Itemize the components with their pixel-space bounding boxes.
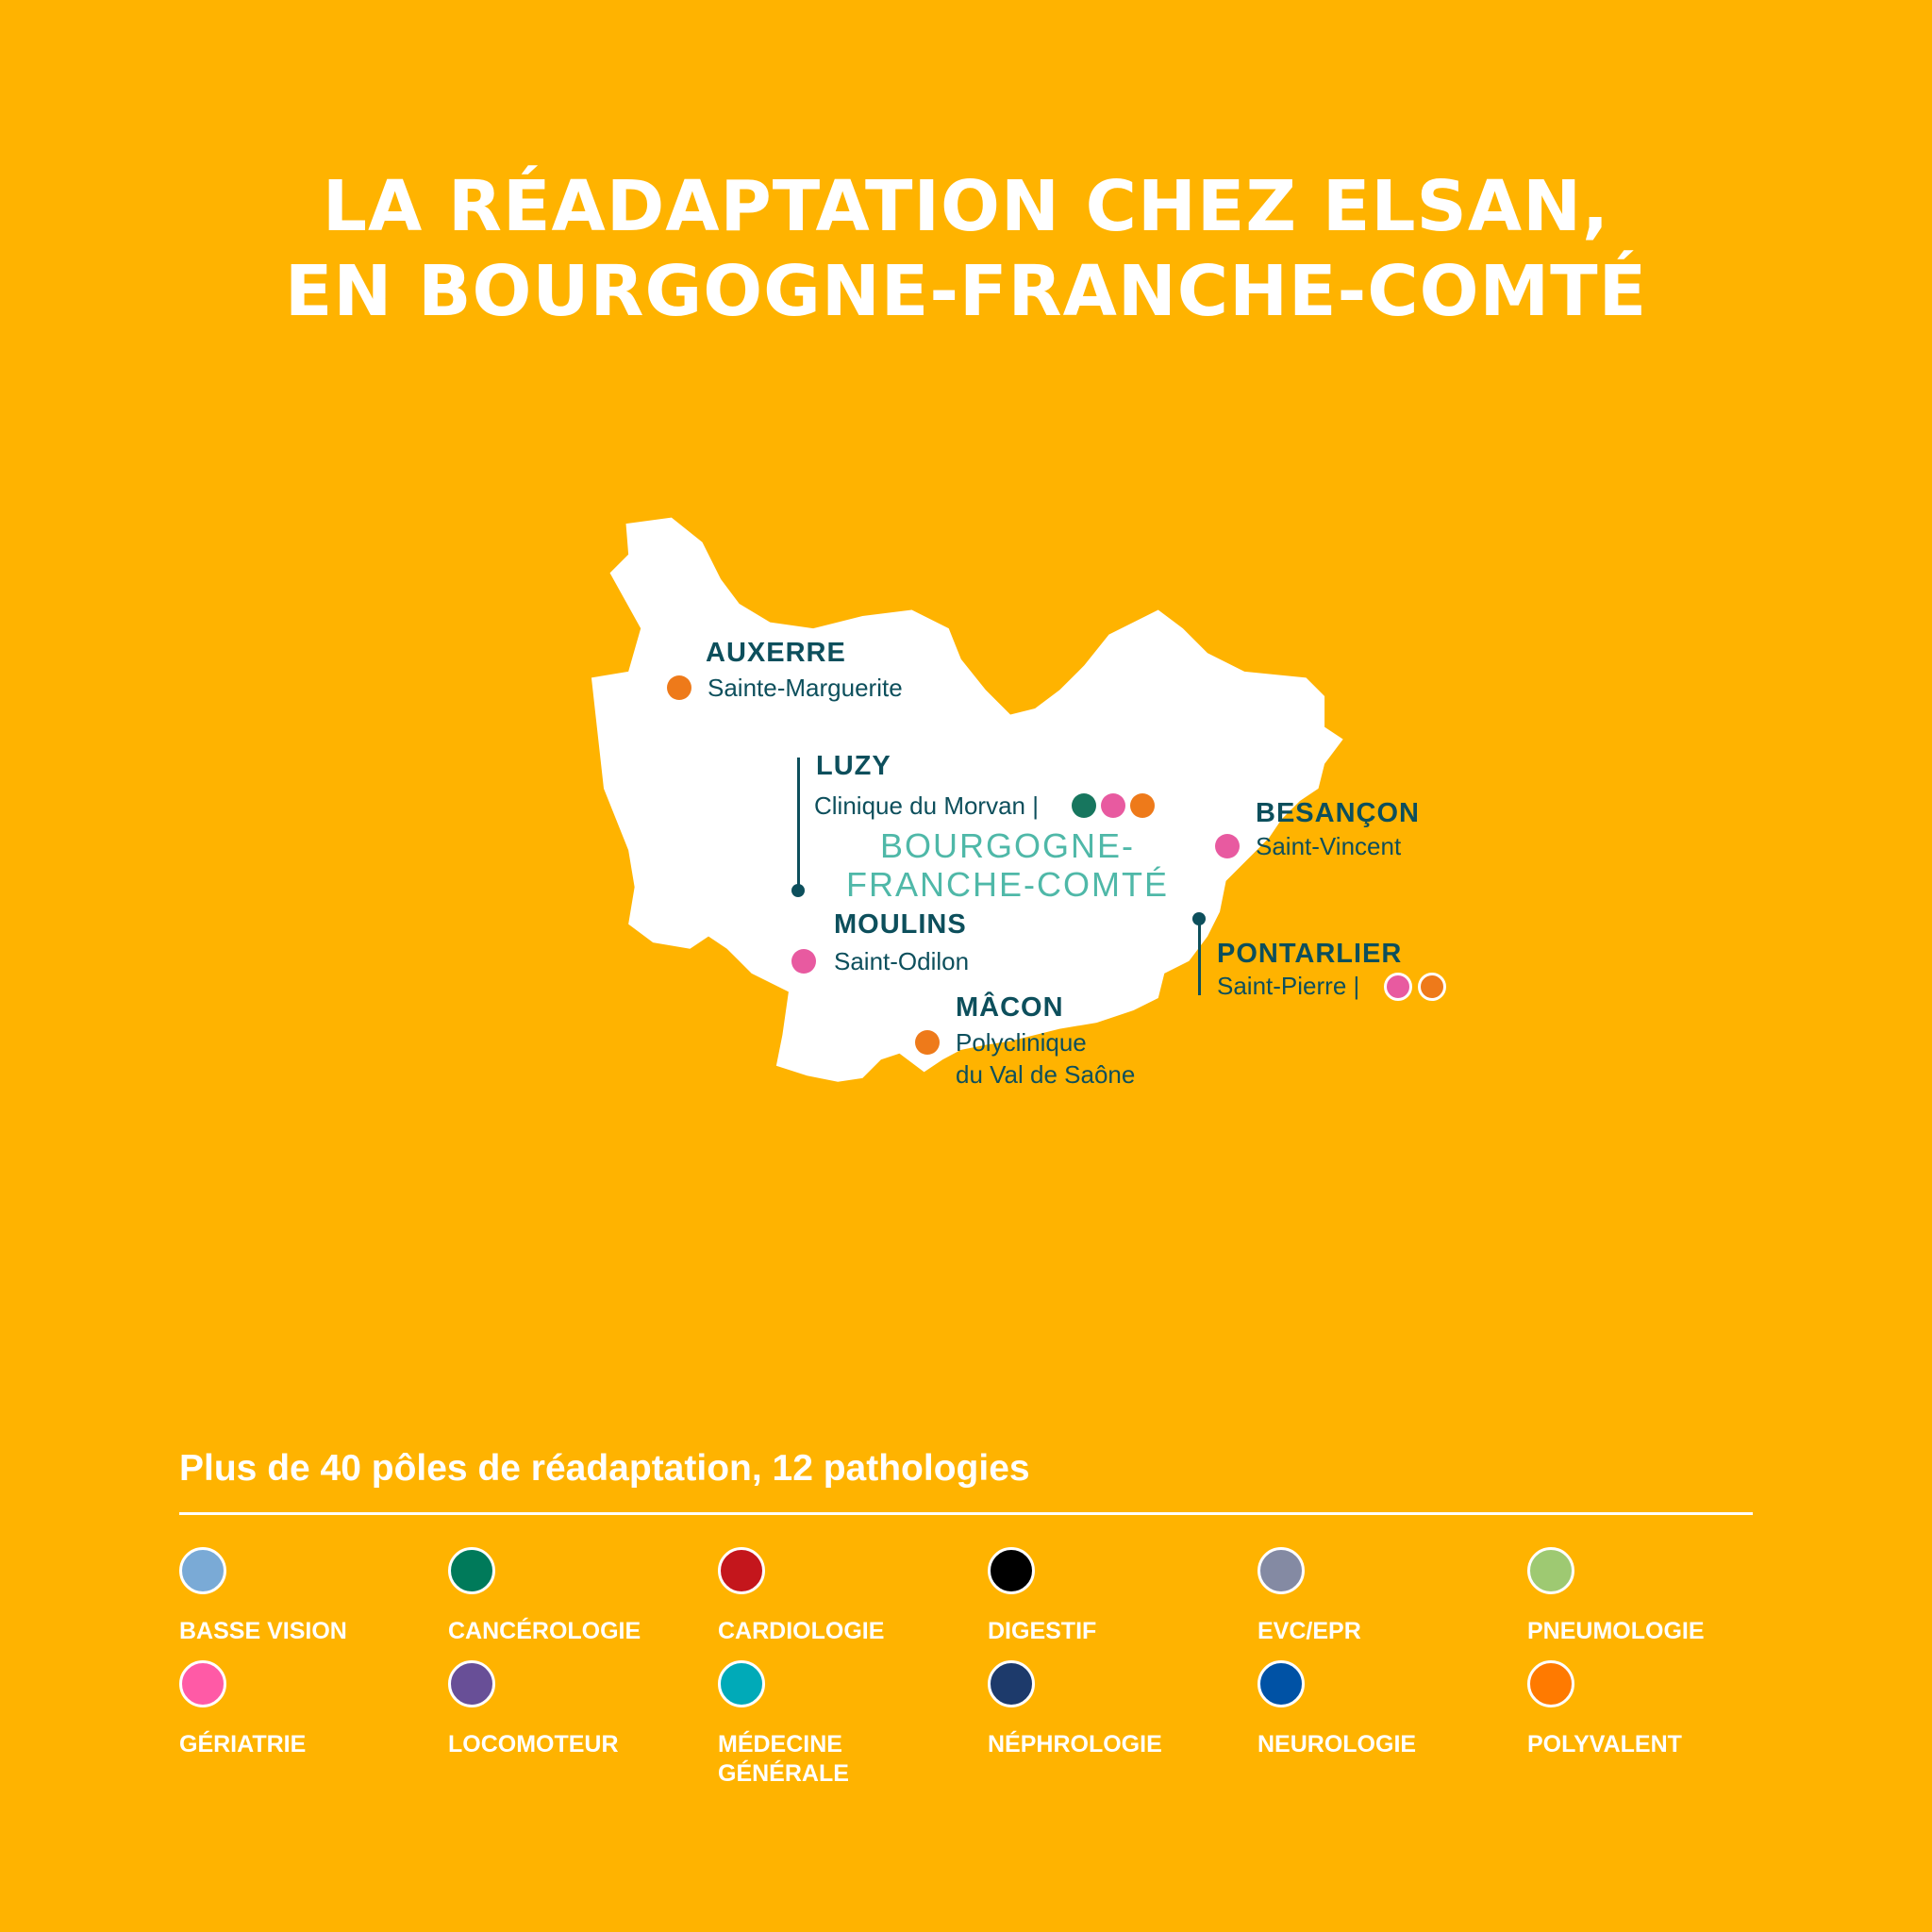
clinic-label: Saint-Pierre (1217, 972, 1347, 1000)
legend-color-dot-icon (179, 1547, 226, 1594)
legend-label: MÉDECINE GÉNÉRALE (718, 1731, 849, 1788)
polyvalent-dot-icon (667, 675, 691, 700)
legend-color-dot-icon (1527, 1547, 1574, 1594)
legend-item (1257, 1660, 1512, 1759)
legend-item (179, 1547, 434, 1646)
separator: | (1032, 791, 1040, 820)
city-name: BESANÇON (1256, 798, 1420, 828)
legend-item (448, 1660, 703, 1759)
clinic-name (814, 793, 1039, 818)
legend-color-dot-icon (718, 1547, 765, 1594)
legend-label: NÉPHROLOGIE (988, 1731, 1162, 1757)
legend-color-dot-icon (1257, 1547, 1305, 1594)
legend-label: GÉRIATRIE (179, 1731, 307, 1757)
separator: | (1353, 972, 1360, 1000)
legend-label: DIGESTIF (988, 1618, 1097, 1644)
legend-label: POLYVALENT (1527, 1731, 1682, 1757)
legend-label: BASSE VISION (179, 1618, 347, 1644)
polyvalent-dot-icon (1418, 973, 1446, 1001)
legend-label: CANCÉROLOGIE (448, 1618, 641, 1644)
legend-color-dot-icon (718, 1660, 765, 1707)
leader-line (1198, 919, 1201, 995)
legend-item (988, 1660, 1242, 1759)
legend-color-dot-icon (1257, 1660, 1305, 1707)
legend-color-dot-icon (448, 1547, 495, 1594)
clinic-name: Saint-Vincent (1256, 832, 1402, 860)
clinic-label: Clinique du Morvan (814, 791, 1026, 820)
legend-label: EVC/EPR (1257, 1618, 1361, 1644)
cancerologie-dot-icon (1072, 793, 1096, 818)
legend-subtitle: Plus de 40 pôles de réadaptation, 12 pathologies (179, 1448, 1030, 1489)
legend-item (1257, 1547, 1512, 1646)
legend-color-dot-icon (1527, 1660, 1574, 1707)
city-name: PONTARLIER (1217, 939, 1403, 969)
clinic-name (1217, 974, 1359, 998)
legend-color-dot-icon (448, 1660, 495, 1707)
legend-divider (179, 1512, 1753, 1515)
leader-line (797, 758, 800, 891)
legend-color-dot-icon (988, 1547, 1035, 1594)
legend-label: PNEUMOLOGIE (1527, 1618, 1705, 1644)
legend-item (988, 1547, 1242, 1646)
polyvalent-dot-icon (915, 1030, 940, 1055)
title-line-1: LA RÉADAPTATION CHEZ ELSAN, (322, 166, 1610, 247)
region-label-line-2: FRANCHE-COMTÉ (846, 865, 1169, 904)
title-line-2: EN BOURGOGNE-FRANCHE-COMTÉ (284, 251, 1648, 332)
geriatrie-dot-icon (791, 949, 816, 974)
legend-item (179, 1660, 434, 1759)
clinic-name: Saint-Odilon (834, 947, 970, 975)
legend-color-dot-icon (179, 1660, 226, 1707)
clinic-name-line-2: du Val de Saône (956, 1060, 1136, 1089)
legend-label: LOCOMOTEUR (448, 1731, 619, 1757)
legend-item (1527, 1660, 1782, 1759)
legend-item (448, 1547, 703, 1646)
legend-item (1527, 1547, 1782, 1646)
legend-item (718, 1660, 973, 1790)
location-pin-icon (1192, 912, 1206, 925)
location-pin-icon (791, 884, 805, 897)
city-name: AUXERRE (706, 638, 846, 668)
legend-item (718, 1547, 973, 1646)
city-name: LUZY (816, 751, 891, 781)
city-name: MOULINS (834, 909, 967, 940)
clinic-name-line-1: Polyclinique (956, 1028, 1087, 1057)
legend-label: CARDIOLOGIE (718, 1618, 885, 1644)
region-label-line-1: BOURGOGNE- (879, 826, 1136, 865)
polyvalent-dot-icon (1130, 793, 1155, 818)
geriatrie-dot-icon (1215, 834, 1240, 858)
geriatrie-dot-icon (1384, 973, 1412, 1001)
geriatrie-dot-icon (1101, 793, 1125, 818)
legend-label: NEUROLOGIE (1257, 1731, 1417, 1757)
legend-color-dot-icon (988, 1660, 1035, 1707)
city-name: MÂCON (956, 992, 1064, 1023)
clinic-name: Sainte-Marguerite (708, 674, 903, 702)
